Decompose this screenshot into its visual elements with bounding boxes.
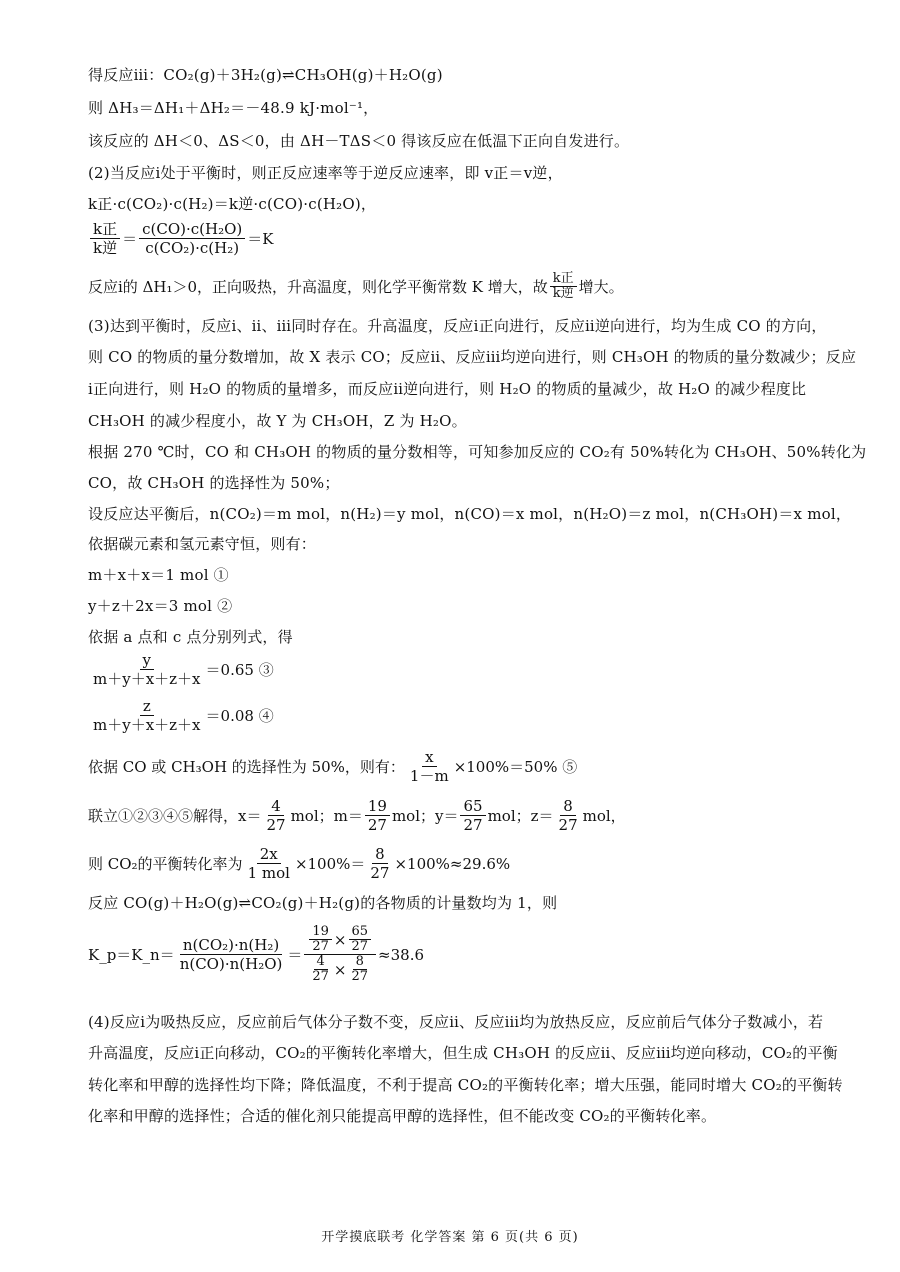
shift-reaction-line: 反应 CO(g)＋H₂O(g)⇌CO₂(g)＋H₂(g)的各物质的计量数均为 1，则 bbox=[88, 894, 558, 912]
reaction-iii-equation: 得反应ⅲ：CO₂(g)＋3H₂(g)⇌CH₃OH(g)＋H₂O(g) bbox=[88, 66, 443, 84]
kp-equation: K_p＝K_n＝ $\frac{\text{n(CO₂)·n(H₂)}}{\text{n(CO)·n(H₂O)}}$ ＝ $\frac{19}{27}$ × $\frac{65}{27}$ $\frac{4}{27}$ × $\frac{8}{27}$ ≈38.6 bbox=[88, 924, 425, 984]
part3-line3: ⅰ正向进行，则 H₂O 的物质的量增多，而反应ⅱ逆向进行，则 H₂O 的物质的量减少，故 H₂O 的减少程度比 bbox=[88, 380, 807, 398]
k-ratio-inline: $\frac{\text{k正}}{\text{k逆}}$ bbox=[550, 272, 577, 301]
solution-line: 联立①②③④⑤解得，x＝ $\frac{4}{27}$ mol；m＝ $\frac{19}{27}$ mol；y＝ $\frac{65}{27}$ mol；z＝ $\frac{8}{27}$ mol， bbox=[88, 797, 626, 834]
kp-compound-fraction: $\frac{19}{27}$ × $\frac{65}{27}$ $\frac{4}{27}$ × $\frac{8}{27}$ bbox=[304, 925, 376, 984]
part4-line3: 转化率和甲醇的选择性均下降；降低温度，不利于提高 CO₂的平衡转化率；增大压强，能同时增大 CO₂的平衡转 bbox=[88, 1076, 843, 1094]
conversion-rate-line: 则 CO₂的平衡转化率为 $\frac{2x}{\text{1 mol}}$ ×100%＝ $\frac{8}{27}$ ×100%≈29.6% bbox=[88, 845, 511, 882]
equation-1: m＋x＋x＝1 mol ① bbox=[88, 566, 229, 584]
part4-line2: 升高温度，反应ⅰ正向移动，CO₂的平衡转化率增大，但生成 CH₃OH 的反应ⅱ、反应ⅲ均逆向移动，CO₂的平衡 bbox=[88, 1044, 838, 1062]
part4-line1: (4)反应ⅰ为吸热反应，反应前后气体分子数不变，反应ⅱ、反应ⅲ均为放热反应，反应前后气体分子数减小，若 bbox=[88, 1013, 824, 1031]
page-footer: 开学摸底联考 化学答案 第 6 页(共 6 页) bbox=[321, 1230, 579, 1245]
part3-line6: CO，故 CH₃OH 的选择性为 50%； bbox=[88, 474, 340, 492]
concentration-fraction: $\frac{\text{c(CO)·c(H₂O)}}{\text{c(CO₂)·c(H₂)}}$ bbox=[139, 220, 245, 257]
point-intro: 依据 a 点和 c 点分别列式，得 bbox=[88, 628, 293, 646]
k-ratio-equation: $\frac{\text{k正}}{\text{k逆}}$ ＝ $\frac{\text{c(CO)·c(H₂O)}}{\text{c(CO₂)·c(H₂)}}$ ＝K bbox=[88, 220, 273, 257]
k-ratio-fraction: $\frac{\text{k正}}{\text{k逆}}$ bbox=[90, 220, 120, 257]
rate-equality-line: k正·c(CO₂)·c(H₂)＝k逆·c(CO)·c(H₂O)， bbox=[88, 195, 377, 213]
equation-5: 依据 CO 或 CH₃OH 的选择性为 50%，则有： $\frac{x}{1-m}$ ×100%＝50% ⑤ bbox=[88, 748, 578, 785]
equation-4: $\frac{z}{m+y+x+z+x}$ ＝0.08 ④ bbox=[93, 697, 274, 734]
equation-3: $\frac{y}{m+y+x+z+x}$ ＝0.65 ③ bbox=[93, 651, 274, 688]
part3-line5: 根据 270 ℃时，CO 和 CH₃OH 的物质的量分数相等，可知参加反应的 CO₂有 50%转化为 CH₃OH、50%转化为 bbox=[88, 443, 867, 461]
conservation-line: 依据碳元素和氢元素守恒，则有： bbox=[88, 535, 317, 553]
temperature-effect-line: 反应ⅰ的 ΔH₁＞0，正向吸热，升高温度，则化学平衡常数 K 增大，故 $\frac{\text{k正}}{\text{k逆}}$ 增大。 bbox=[88, 271, 624, 301]
assumption-line: 设反应达平衡后，n(CO₂)＝m mol，n(H₂)＝y mol，n(CO)＝x mol，n(H₂O)＝z mol，n(CH₃OH)＝x mol， bbox=[88, 505, 852, 523]
delta-h3-line: 则 ΔH₃＝ΔH₁＋ΔH₂＝－48.9 kJ·mol⁻¹， bbox=[88, 99, 379, 117]
part3-line2: 则 CO 的物质的量分数增加，故 X 表示 CO；反应ⅱ、反应ⅲ均逆向进行，则 CH₃OH 的物质的量分数减少；反应 bbox=[88, 348, 857, 366]
part3-line1: (3)达到平衡时，反应ⅰ、ⅱ、ⅲ同时存在。升高温度，反应ⅰ正向进行，反应ⅱ逆向进行，均为生成 CO 的方向， bbox=[88, 317, 827, 335]
part2-intro: (2)当反应ⅰ处于平衡时，则正反应速率等于逆反应速率，即 v正＝v逆， bbox=[88, 164, 563, 182]
spontaneity-line: 该反应的 ΔH＜0、ΔS＜0，由 ΔH－TΔS＜0 得该反应在低温下正向自发进行。 bbox=[88, 132, 630, 150]
part4-line4: 化率和甲醇的选择性；合适的催化剂只能提高甲醇的选择性，但不能改变 CO₂的平衡转化率。 bbox=[88, 1107, 717, 1125]
equation-2: y＋z＋2x＝3 mol ② bbox=[88, 597, 233, 615]
part3-line4: CH₃OH 的减少程度小，故 Y 为 CH₃OH，Z 为 H₂O。 bbox=[88, 412, 467, 430]
